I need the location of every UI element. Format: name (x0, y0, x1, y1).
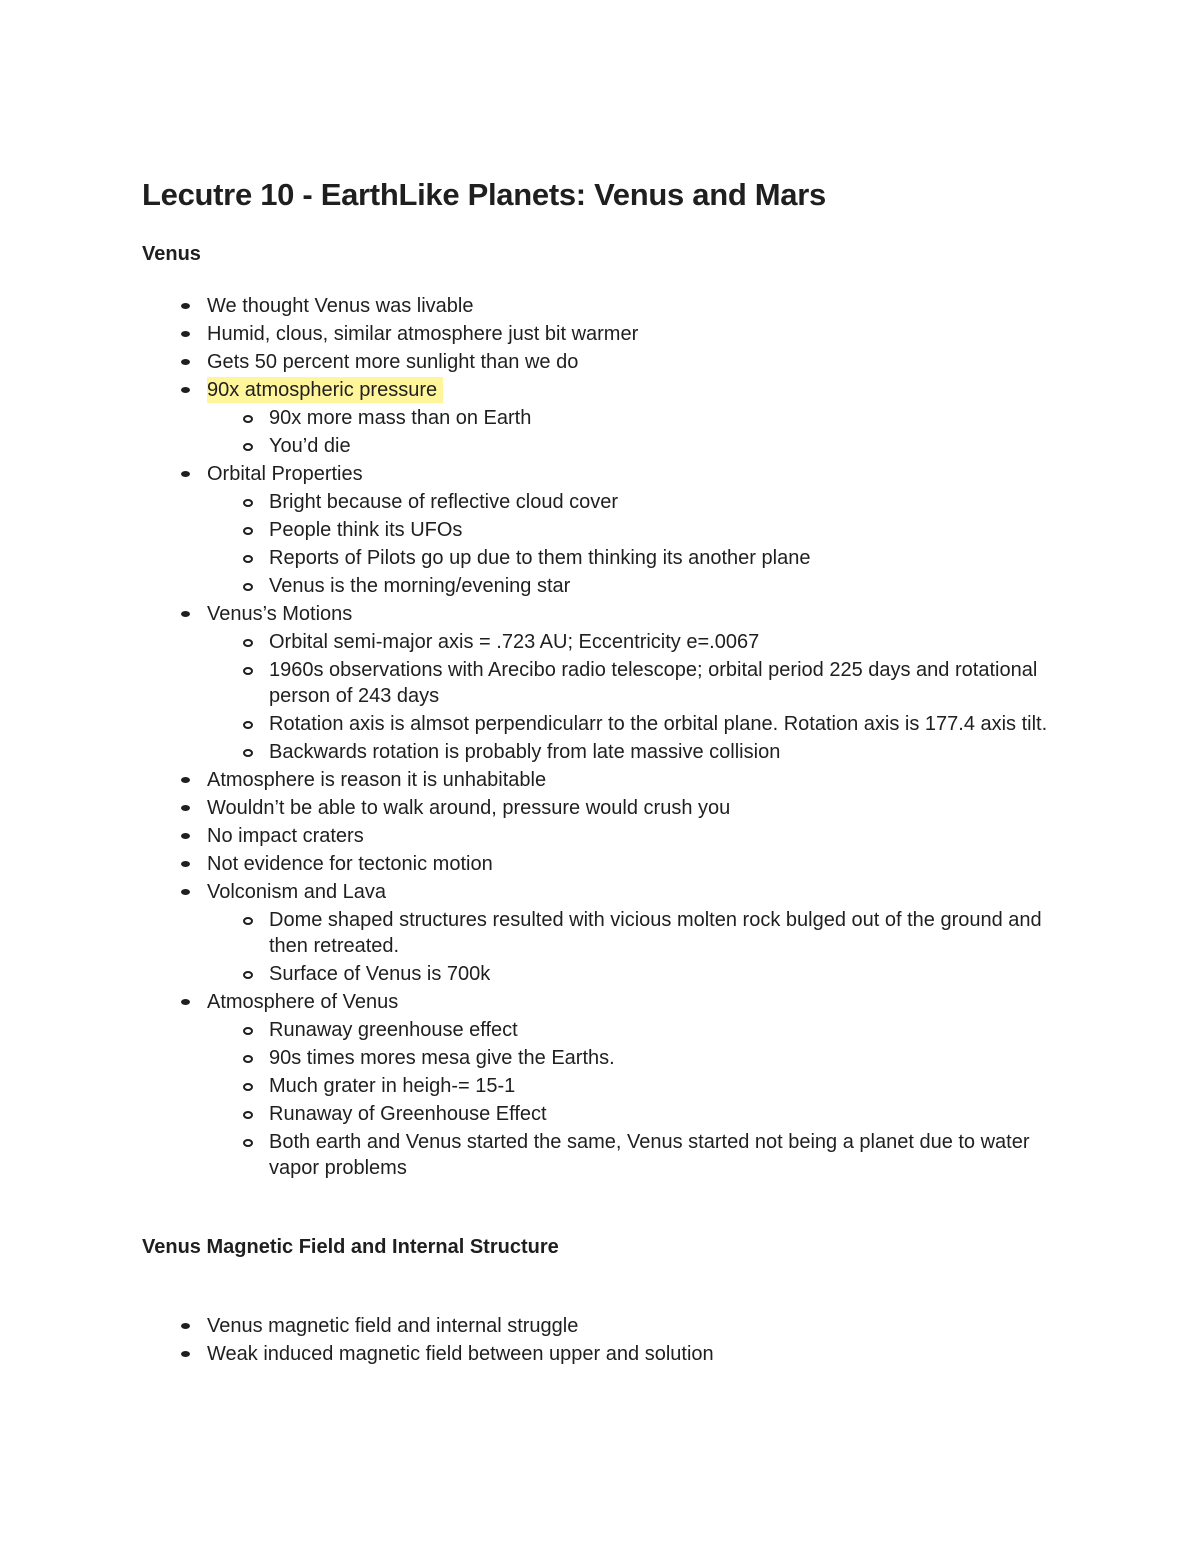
bullet-icon (181, 889, 190, 895)
list-item (142, 293, 1082, 319)
hollow-bullet-icon (243, 555, 253, 563)
sub-list-item (142, 657, 1082, 709)
hollow-bullet-icon (243, 415, 253, 423)
sub-list-item (142, 1129, 1082, 1181)
sub-list-item (142, 545, 1082, 571)
bullet-icon (181, 471, 190, 477)
sub-list-item (142, 1045, 1082, 1071)
hollow-bullet-icon (243, 917, 253, 925)
sub-list-item (142, 907, 1082, 959)
hollow-bullet-icon (243, 721, 253, 729)
item-text: No impact craters (207, 825, 364, 847)
item-text: Venus is the morning/evening star (269, 575, 571, 597)
item-text: People think its UFOs (269, 519, 463, 541)
hollow-bullet-icon (243, 667, 253, 675)
item-text: Much grater in heigh-= 15-1 (269, 1075, 516, 1097)
hollow-bullet-icon (243, 499, 253, 507)
item-text: Venus’s Motions (207, 603, 353, 625)
item-text: Rotation axis is almsot perpendicularr to the orbital plane. Rotation axis is 177.4 axis tilt. (269, 713, 1048, 735)
bullet-icon (181, 833, 190, 839)
hollow-bullet-icon (243, 1139, 253, 1147)
item-text: Weak induced magnetic field between upper and solution (207, 1343, 714, 1365)
list-item (142, 377, 1082, 403)
highlighted-item-text: 90x atmospheric pressure (207, 377, 443, 403)
list-item (142, 1341, 1082, 1367)
item-text: Volconism and Lava (207, 881, 387, 903)
list-item (142, 879, 1082, 905)
sub-list-item (142, 961, 1082, 987)
list-item (142, 321, 1082, 347)
item-text: Not evidence for tectonic motion (207, 853, 493, 875)
item-text: Atmosphere is reason it is unhabitable (207, 769, 547, 791)
item-text: Venus magnetic field and internal struggle (207, 1315, 579, 1337)
bullet-icon (181, 611, 190, 617)
item-text: You’d die (269, 435, 351, 457)
section-heading-venus: Venus (142, 243, 201, 265)
item-text: Atmosphere of Venus (207, 991, 399, 1013)
hollow-bullet-icon (243, 1055, 253, 1063)
bullet-icon (181, 359, 190, 365)
sub-list-item (142, 433, 1082, 459)
item-text: 1960s observations with Arecibo radio telescope; orbital period 225 days and rotational person of 243 days (269, 659, 1038, 707)
bullet-icon (181, 387, 190, 393)
hollow-bullet-icon (243, 749, 253, 757)
bullet-icon (181, 1323, 190, 1329)
item-text: Both earth and Venus started the same, Venus started not being a planet due to water vapor problems (269, 1131, 1030, 1179)
hollow-bullet-icon (243, 527, 253, 535)
bullet-icon (181, 303, 190, 309)
bullet-icon (181, 999, 190, 1005)
hollow-bullet-icon (243, 971, 253, 979)
sub-list-item (142, 573, 1082, 599)
item-text: Wouldn’t be able to walk around, pressure would crush you (207, 797, 731, 819)
item-text: Gets 50 percent more sunlight than we do (207, 351, 579, 373)
item-text: Bright because of reflective cloud cover (269, 491, 619, 513)
bullet-icon (181, 805, 190, 811)
sub-list-item (142, 739, 1082, 765)
list-item (142, 1313, 1082, 1339)
list-item (142, 989, 1082, 1015)
hollow-bullet-icon (243, 583, 253, 591)
hollow-bullet-icon (243, 639, 253, 647)
sub-list-item (142, 629, 1082, 655)
item-text: Humid, clous, similar atmosphere just bit warmer (207, 323, 639, 345)
sub-list-item (142, 1073, 1082, 1099)
bullet-icon (181, 1351, 190, 1357)
item-text: Backwards rotation is probably from late massive collision (269, 741, 781, 763)
bullet-icon (181, 331, 190, 337)
item-text: 90s times mores mesa give the Earths. (269, 1047, 615, 1069)
list-item (142, 461, 1082, 487)
bullet-icon (181, 777, 190, 783)
section-heading-magnetic-field: Venus Magnetic Field and Internal Structure (142, 1236, 559, 1258)
sub-list-item (142, 1017, 1082, 1043)
list-item (142, 823, 1082, 849)
item-text: Runaway greenhouse effect (269, 1019, 518, 1041)
list-item (142, 601, 1082, 627)
item-text: Surface of Venus is 700k (269, 963, 491, 985)
venus-bullet-list (142, 293, 1082, 1183)
sub-list-item (142, 405, 1082, 431)
bullet-icon (181, 861, 190, 867)
hollow-bullet-icon (243, 1111, 253, 1119)
sub-list-item (142, 517, 1082, 543)
item-text: 90x more mass than on Earth (269, 407, 532, 429)
hollow-bullet-icon (243, 1027, 253, 1035)
sub-list-item (142, 711, 1082, 737)
list-item (142, 851, 1082, 877)
item-text: Runaway of Greenhouse Effect (269, 1103, 547, 1125)
document-title: Lecutre 10 - EarthLike Planets: Venus and Mars (142, 177, 826, 212)
item-text: Orbital Properties (207, 463, 363, 485)
item-text: Dome shaped structures resulted with vicious molten rock bulged out of the ground and then retreated. (269, 909, 1042, 957)
item-text: We thought Venus was livable (207, 295, 474, 317)
list-item (142, 767, 1082, 793)
list-item (142, 349, 1082, 375)
hollow-bullet-icon (243, 443, 253, 451)
list-item (142, 795, 1082, 821)
magnetic-field-bullet-list (142, 1313, 1082, 1369)
item-text: Reports of Pilots go up due to them thinking its another plane (269, 547, 811, 569)
sub-list-item (142, 1101, 1082, 1127)
item-text: Orbital semi-major axis = .723 AU; Eccentricity e=.0067 (269, 631, 760, 653)
sub-list-item (142, 489, 1082, 515)
hollow-bullet-icon (243, 1083, 253, 1091)
